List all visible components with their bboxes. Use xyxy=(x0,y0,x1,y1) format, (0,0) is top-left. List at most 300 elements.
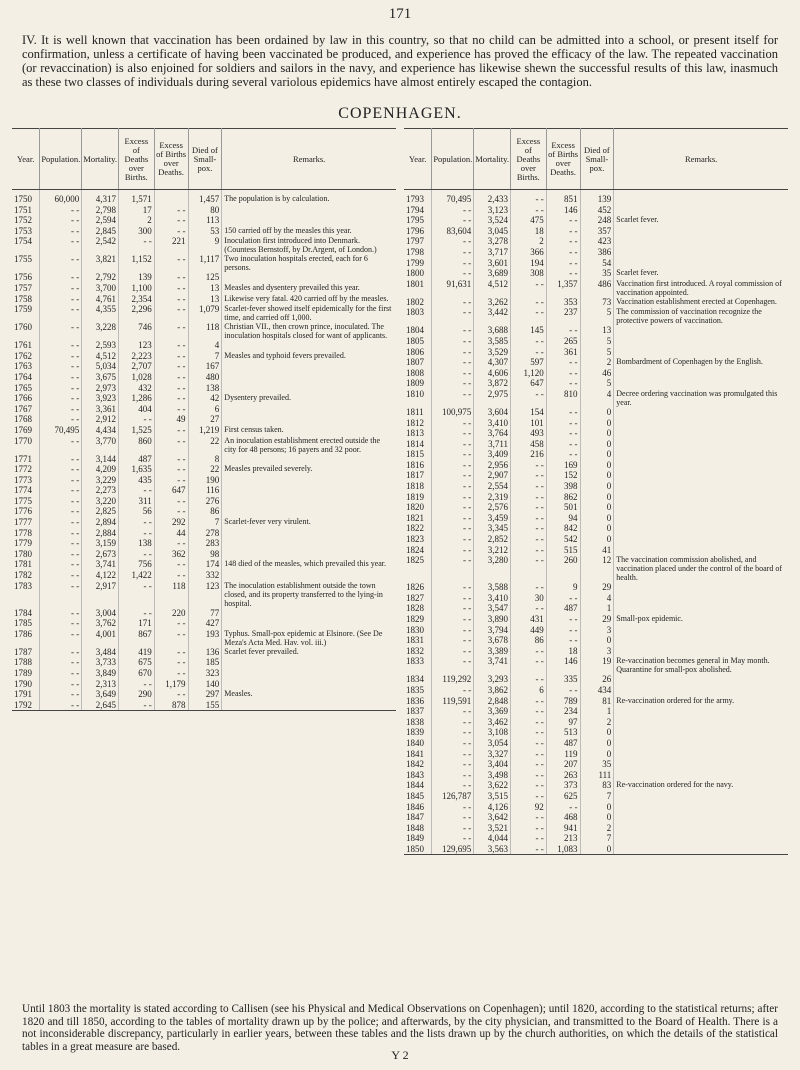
cell-remarks: Measles and typhoid fevers prevailed. xyxy=(224,350,346,360)
cell-year: 1754 xyxy=(12,236,40,254)
cell-remarks xyxy=(222,618,396,629)
cell-smallpox: 13 xyxy=(580,325,614,336)
cell-year: 1751 xyxy=(12,205,40,216)
cell-year: 1814 xyxy=(404,439,432,450)
table-row xyxy=(404,336,788,347)
cell-remarks xyxy=(614,727,788,738)
cell-excess-deaths: - - xyxy=(118,528,154,539)
table-row xyxy=(404,555,788,582)
cell-year: 1832 xyxy=(404,646,432,657)
cell-excess-deaths: 597 xyxy=(510,357,546,368)
cell-remarks: Scarlet fever. xyxy=(616,268,659,278)
cell-excess-births: - - xyxy=(154,647,188,658)
cell-remarks: An inoculation establishment erected outside the city for 48 persons; 16 payers and 32 poor. xyxy=(224,435,381,454)
cell-population: - - xyxy=(40,361,82,372)
cell-mortality: 2,956 xyxy=(474,460,511,471)
cell-smallpox: 6 xyxy=(188,404,222,415)
cell-excess-deaths: 145 xyxy=(510,325,546,336)
cell-excess-births: - - xyxy=(154,657,188,668)
cell-population: 70,495 xyxy=(40,425,82,436)
cell-excess-births: 265 xyxy=(546,336,580,347)
cell-remarks xyxy=(222,506,396,517)
table-row xyxy=(12,581,396,608)
cell-smallpox: 77 xyxy=(188,608,222,619)
cell-excess-births: - - xyxy=(154,372,188,383)
cell-remarks xyxy=(614,378,788,389)
cell-remarks: Small-pox epidemic. xyxy=(616,614,683,623)
cell-excess-deaths: - - xyxy=(510,205,546,216)
cell-mortality: 3,604 xyxy=(474,407,511,418)
cell-excess-births: 220 xyxy=(154,608,188,619)
cell-smallpox: 0 xyxy=(580,470,614,481)
cell-population: - - xyxy=(432,656,474,674)
cell-year: 1848 xyxy=(404,823,432,834)
cell-population: - - xyxy=(40,254,82,272)
cell-excess-deaths: - - xyxy=(510,481,546,492)
table-row xyxy=(404,470,788,481)
cell-mortality: 3,849 xyxy=(82,668,119,679)
cell-smallpox: 73 xyxy=(580,297,614,308)
cell-smallpox: 174 xyxy=(188,559,222,570)
cell-smallpox: 0 xyxy=(580,844,614,855)
cell-year: 1789 xyxy=(12,668,40,679)
intro-paragraph: IV. It is well known that vaccination has been ordained by law in this country, so that no child can be admitted into a school, or present itself for confirmation, unless a certificate of having been vaccinated be produced, and experience has proved the efficacy of the law. The repeated vaccination (or revaccination) is also enjoined for soldiers and sailors in the navy, and experience has likewise shewn the successful results of this law, inasmuch as these two classes of individuals during several variolous epidemics have almost entirely escaped the contagion. xyxy=(22,33,778,89)
cell-mortality: 4,126 xyxy=(474,802,511,813)
cell-remarks: Dysentery prevailed. xyxy=(224,393,291,403)
cell-excess-deaths: - - xyxy=(510,696,546,707)
cell-excess-deaths: - - xyxy=(118,581,154,608)
cell-population: - - xyxy=(40,322,82,340)
cell-excess-births: 213 xyxy=(546,833,580,844)
cell-mortality: 3,515 xyxy=(474,791,511,802)
cell-year: 1761 xyxy=(12,340,40,351)
cell-excess-deaths: 2,354 xyxy=(118,294,154,305)
cell-mortality: 4,761 xyxy=(82,294,119,305)
cell-remarks xyxy=(614,582,788,593)
cell-excess-deaths: 493 xyxy=(510,428,546,439)
cell-remarks xyxy=(614,685,788,696)
table-row xyxy=(404,279,788,297)
cell-smallpox: 118 xyxy=(188,322,222,340)
cell-remarks xyxy=(222,414,396,425)
cell-population: 126,787 xyxy=(432,791,474,802)
cell-population: - - xyxy=(432,823,474,834)
cell-year: 1768 xyxy=(12,414,40,425)
table-row xyxy=(12,205,396,216)
cell-mortality: 3,711 xyxy=(474,439,511,450)
cell-mortality: 2,594 xyxy=(82,215,119,226)
cell-excess-deaths: 432 xyxy=(118,383,154,394)
table-row xyxy=(12,404,396,415)
cell-smallpox: 386 xyxy=(580,247,614,258)
cell-excess-births: 263 xyxy=(546,770,580,781)
cell-remarks: Scarlet-fever very virulent. xyxy=(224,517,311,527)
table-row xyxy=(404,389,788,407)
cell-excess-deaths: - - xyxy=(510,279,546,297)
table-row xyxy=(12,618,396,629)
cell-mortality: 2,894 xyxy=(82,517,119,528)
col-smallpox-header: Died of Small-pox. xyxy=(580,129,614,190)
cell-mortality: 3,442 xyxy=(474,307,511,325)
cell-year: 1794 xyxy=(404,205,432,216)
cell-population: - - xyxy=(40,475,82,486)
cell-excess-births: - - xyxy=(546,635,580,646)
cell-mortality: 2,319 xyxy=(474,492,511,503)
cell-remarks xyxy=(614,502,788,513)
cell-population: - - xyxy=(40,294,82,305)
cell-year: 1820 xyxy=(404,502,432,513)
cell-year: 1753 xyxy=(12,226,40,237)
cell-population: - - xyxy=(40,657,82,668)
cell-excess-births: 353 xyxy=(546,297,580,308)
table-row xyxy=(404,635,788,646)
cell-excess-deaths: 6 xyxy=(510,685,546,696)
cell-excess-births: 362 xyxy=(154,549,188,560)
cell-smallpox: 297 xyxy=(188,689,222,700)
cell-year: 1773 xyxy=(12,475,40,486)
cell-remarks xyxy=(222,657,396,668)
cell-excess-deaths: - - xyxy=(510,727,546,738)
cell-population: - - xyxy=(40,618,82,629)
right-header-row xyxy=(404,129,788,190)
cell-smallpox: 35 xyxy=(580,268,614,279)
cell-population: - - xyxy=(432,357,474,368)
cell-excess-deaths: - - xyxy=(510,545,546,556)
cell-excess-births: - - xyxy=(154,383,188,394)
cell-population: - - xyxy=(40,581,82,608)
cell-excess-births: 515 xyxy=(546,545,580,556)
cell-excess-deaths: - - xyxy=(510,812,546,823)
cell-excess-births: 542 xyxy=(546,534,580,545)
cell-mortality: 3,649 xyxy=(82,689,119,700)
cell-population: - - xyxy=(40,608,82,619)
cell-remarks xyxy=(614,823,788,834)
table-row xyxy=(12,393,396,404)
cell-excess-births: - - xyxy=(546,685,580,696)
cell-excess-deaths: - - xyxy=(510,297,546,308)
cell-population: - - xyxy=(432,378,474,389)
table-row xyxy=(12,361,396,372)
cell-mortality: 3,688 xyxy=(474,325,511,336)
cell-excess-births: 625 xyxy=(546,791,580,802)
cell-excess-births: 501 xyxy=(546,502,580,513)
cell-excess-births: - - xyxy=(546,418,580,429)
cell-smallpox: 0 xyxy=(580,727,614,738)
cell-excess-births: - - xyxy=(546,236,580,247)
cell-remarks xyxy=(614,247,788,258)
cell-remarks xyxy=(614,470,788,481)
cell-year: 1819 xyxy=(404,492,432,503)
table-row xyxy=(404,418,788,429)
cell-population: - - xyxy=(40,205,82,216)
cell-smallpox: 357 xyxy=(580,226,614,237)
cell-remarks: Two inoculation hospitals erected, each for 6 persons. xyxy=(224,254,368,273)
cell-excess-births: 237 xyxy=(546,307,580,325)
cell-remarks xyxy=(614,812,788,823)
cell-smallpox: 0 xyxy=(580,502,614,513)
cell-excess-births: - - xyxy=(154,226,188,237)
cell-remarks xyxy=(614,258,788,269)
table-row xyxy=(12,304,396,322)
cell-mortality: 3,890 xyxy=(474,614,511,625)
cell-remarks xyxy=(614,802,788,813)
cell-excess-births: 862 xyxy=(546,492,580,503)
col-remarks-header: Remarks. xyxy=(222,129,396,190)
col-excess-births-header: Excess of Births over Deaths. xyxy=(154,129,188,190)
table-row xyxy=(404,378,788,389)
cell-excess-deaths: - - xyxy=(510,502,546,513)
cell-year: 1771 xyxy=(12,454,40,465)
cell-excess-births: 9 xyxy=(546,582,580,593)
cell-mortality: 3,585 xyxy=(474,336,511,347)
cell-excess-deaths: - - xyxy=(510,582,546,593)
cell-population: - - xyxy=(432,625,474,636)
cell-excess-births: - - xyxy=(154,538,188,549)
cell-mortality: 4,606 xyxy=(474,368,511,379)
cell-excess-deaths: 1,525 xyxy=(118,425,154,436)
cell-excess-deaths: 675 xyxy=(118,657,154,668)
cell-excess-births: - - xyxy=(154,283,188,294)
col-excess-births-header: Excess of Births over Deaths. xyxy=(546,129,580,190)
cell-population: - - xyxy=(40,496,82,507)
table-row xyxy=(404,190,788,205)
cell-excess-births: - - xyxy=(154,464,188,475)
cell-smallpox: 53 xyxy=(188,226,222,237)
cell-excess-births: - - xyxy=(154,340,188,351)
cell-smallpox: 22 xyxy=(188,464,222,475)
table-row xyxy=(12,506,396,517)
cell-excess-births: 335 xyxy=(546,674,580,685)
cell-remarks xyxy=(614,706,788,717)
cell-population: 70,495 xyxy=(432,190,474,205)
cell-smallpox: 140 xyxy=(188,679,222,690)
cell-smallpox: 0 xyxy=(580,738,614,749)
cell-population: 119,292 xyxy=(432,674,474,685)
cell-excess-births: - - xyxy=(154,454,188,465)
cell-population: - - xyxy=(432,759,474,770)
cell-mortality: 2,852 xyxy=(474,534,511,545)
cell-excess-births: 941 xyxy=(546,823,580,834)
cell-smallpox: 3 xyxy=(580,625,614,636)
table-row xyxy=(404,347,788,358)
table-row xyxy=(12,496,396,507)
cell-year: 1833 xyxy=(404,656,432,674)
cell-smallpox: 283 xyxy=(188,538,222,549)
cell-excess-births: - - xyxy=(546,226,580,237)
cell-population: - - xyxy=(40,689,82,700)
table-row xyxy=(404,534,788,545)
cell-year: 1776 xyxy=(12,506,40,517)
cell-year: 1842 xyxy=(404,759,432,770)
cell-remarks xyxy=(614,844,788,855)
cell-smallpox: 29 xyxy=(580,614,614,625)
cell-mortality: 3,404 xyxy=(474,759,511,770)
table-row xyxy=(404,439,788,450)
cell-population: - - xyxy=(432,481,474,492)
table-row xyxy=(12,414,396,425)
cell-remarks xyxy=(222,538,396,549)
cell-smallpox: 0 xyxy=(580,492,614,503)
col-mortality-header: Mortality. xyxy=(474,129,511,190)
cell-excess-births: 94 xyxy=(546,513,580,524)
cell-excess-deaths: 756 xyxy=(118,559,154,570)
cell-excess-deaths: 746 xyxy=(118,322,154,340)
cell-smallpox: 139 xyxy=(580,190,614,205)
cell-remarks: The commission of vaccination recognize the protective powers of vaccination. xyxy=(616,307,762,326)
cell-year: 1784 xyxy=(12,608,40,619)
cell-remarks xyxy=(614,603,788,614)
cell-mortality: 3,123 xyxy=(474,205,511,216)
cell-remarks: Measles and dysentery prevailed this year. xyxy=(224,282,360,292)
table-row xyxy=(404,215,788,226)
cell-year: 1755 xyxy=(12,254,40,272)
cell-excess-births: - - xyxy=(546,378,580,389)
cell-population: - - xyxy=(432,418,474,429)
cell-excess-births: 1,357 xyxy=(546,279,580,297)
cell-year: 1816 xyxy=(404,460,432,471)
cell-mortality: 3,601 xyxy=(474,258,511,269)
cell-mortality: 4,512 xyxy=(474,279,511,297)
cell-population: - - xyxy=(432,545,474,556)
cell-smallpox: 0 xyxy=(580,749,614,760)
cell-mortality: 4,122 xyxy=(82,570,119,581)
cell-excess-births: 18 xyxy=(546,646,580,657)
cell-population: - - xyxy=(40,283,82,294)
cell-population: - - xyxy=(432,812,474,823)
cell-remarks xyxy=(614,625,788,636)
cell-excess-births: - - xyxy=(154,436,188,454)
cell-remarks xyxy=(614,439,788,450)
cell-excess-births: - - xyxy=(154,361,188,372)
table-row xyxy=(12,215,396,226)
col-smallpox-header: Died of Small-pox. xyxy=(188,129,222,190)
cell-mortality: 3,004 xyxy=(82,608,119,619)
cell-remarks xyxy=(222,361,396,372)
table-row xyxy=(12,700,396,711)
cell-remarks xyxy=(614,368,788,379)
cell-excess-deaths: 1,152 xyxy=(118,254,154,272)
cell-excess-deaths: - - xyxy=(510,336,546,347)
cell-year: 1847 xyxy=(404,812,432,823)
cell-year: 1798 xyxy=(404,247,432,258)
cell-excess-deaths: - - xyxy=(510,389,546,407)
cell-excess-births: 373 xyxy=(546,780,580,791)
cell-mortality: 2,973 xyxy=(82,383,119,394)
cell-excess-deaths: 138 xyxy=(118,538,154,549)
cell-population: 83,604 xyxy=(432,226,474,237)
cell-excess-deaths: 404 xyxy=(118,404,154,415)
cell-excess-deaths: - - xyxy=(510,656,546,674)
cell-mortality: 3,262 xyxy=(474,297,511,308)
cell-population: - - xyxy=(432,593,474,604)
cell-population: - - xyxy=(432,325,474,336)
table-row xyxy=(12,454,396,465)
cell-population: - - xyxy=(40,372,82,383)
cell-population: - - xyxy=(432,502,474,513)
cell-excess-births: - - xyxy=(154,689,188,700)
cell-smallpox: 2 xyxy=(580,823,614,834)
cell-excess-births: - - xyxy=(546,325,580,336)
cell-excess-deaths: 458 xyxy=(510,439,546,450)
cell-year: 1770 xyxy=(12,436,40,454)
cell-excess-deaths: 1,422 xyxy=(118,570,154,581)
table-row xyxy=(12,272,396,283)
cell-mortality: 2,554 xyxy=(474,481,511,492)
table-row xyxy=(404,749,788,760)
cell-remarks xyxy=(614,190,788,205)
cell-year: 1780 xyxy=(12,549,40,560)
cell-year: 1752 xyxy=(12,215,40,226)
cell-year: 1818 xyxy=(404,481,432,492)
table-row xyxy=(12,190,396,205)
cell-population: 91,631 xyxy=(432,279,474,297)
cell-mortality: 2,912 xyxy=(82,414,119,425)
cell-smallpox: 1,457 xyxy=(188,190,222,205)
cell-smallpox: 278 xyxy=(188,528,222,539)
table-row xyxy=(404,357,788,368)
table-row xyxy=(404,802,788,813)
cell-remarks: The vaccination commission abolished, and vaccination placed under the control of the board of health. xyxy=(616,555,782,583)
cell-excess-deaths: 2 xyxy=(510,236,546,247)
cell-population: - - xyxy=(432,770,474,781)
cell-excess-births: - - xyxy=(154,570,188,581)
cell-mortality: 3,462 xyxy=(474,717,511,728)
cell-smallpox: 22 xyxy=(188,436,222,454)
cell-population: - - xyxy=(432,780,474,791)
cell-remarks: First census taken. xyxy=(224,424,284,434)
cell-excess-deaths: 860 xyxy=(118,436,154,454)
table-row xyxy=(404,696,788,707)
cell-mortality: 2,673 xyxy=(82,549,119,560)
cell-population: - - xyxy=(40,506,82,517)
cell-remarks xyxy=(614,523,788,534)
cell-population: - - xyxy=(432,706,474,717)
cell-population: - - xyxy=(432,802,474,813)
table-row xyxy=(404,247,788,258)
table-row xyxy=(404,205,788,216)
cell-remarks xyxy=(222,700,396,711)
cell-year: 1802 xyxy=(404,297,432,308)
cell-population: - - xyxy=(432,717,474,728)
cell-year: 1815 xyxy=(404,449,432,460)
cell-excess-deaths: - - xyxy=(510,555,546,582)
cell-population: - - xyxy=(40,454,82,465)
cell-excess-births: 1,179 xyxy=(154,679,188,690)
cell-mortality: 3,923 xyxy=(82,393,119,404)
table-row xyxy=(404,297,788,308)
cell-mortality: 3,700 xyxy=(82,283,119,294)
cell-excess-deaths: 139 xyxy=(118,272,154,283)
cell-year: 1762 xyxy=(12,351,40,362)
cell-excess-deaths: 311 xyxy=(118,496,154,507)
cell-excess-deaths: - - xyxy=(118,414,154,425)
cell-year: 1808 xyxy=(404,368,432,379)
cell-smallpox: 167 xyxy=(188,361,222,372)
cell-excess-births: 207 xyxy=(546,759,580,770)
cell-remarks xyxy=(222,528,396,539)
cell-year: 1836 xyxy=(404,696,432,707)
cell-smallpox: 0 xyxy=(580,513,614,524)
cell-mortality: 5,034 xyxy=(82,361,119,372)
cell-population: - - xyxy=(40,559,82,570)
cell-excess-deaths: 1,028 xyxy=(118,372,154,383)
cell-remarks: 150 carried off by the measles this year. xyxy=(224,225,352,235)
table-row xyxy=(404,368,788,379)
table-row xyxy=(12,679,396,690)
cell-mortality: 2,917 xyxy=(82,581,119,608)
cell-year: 1841 xyxy=(404,749,432,760)
table-row xyxy=(404,460,788,471)
